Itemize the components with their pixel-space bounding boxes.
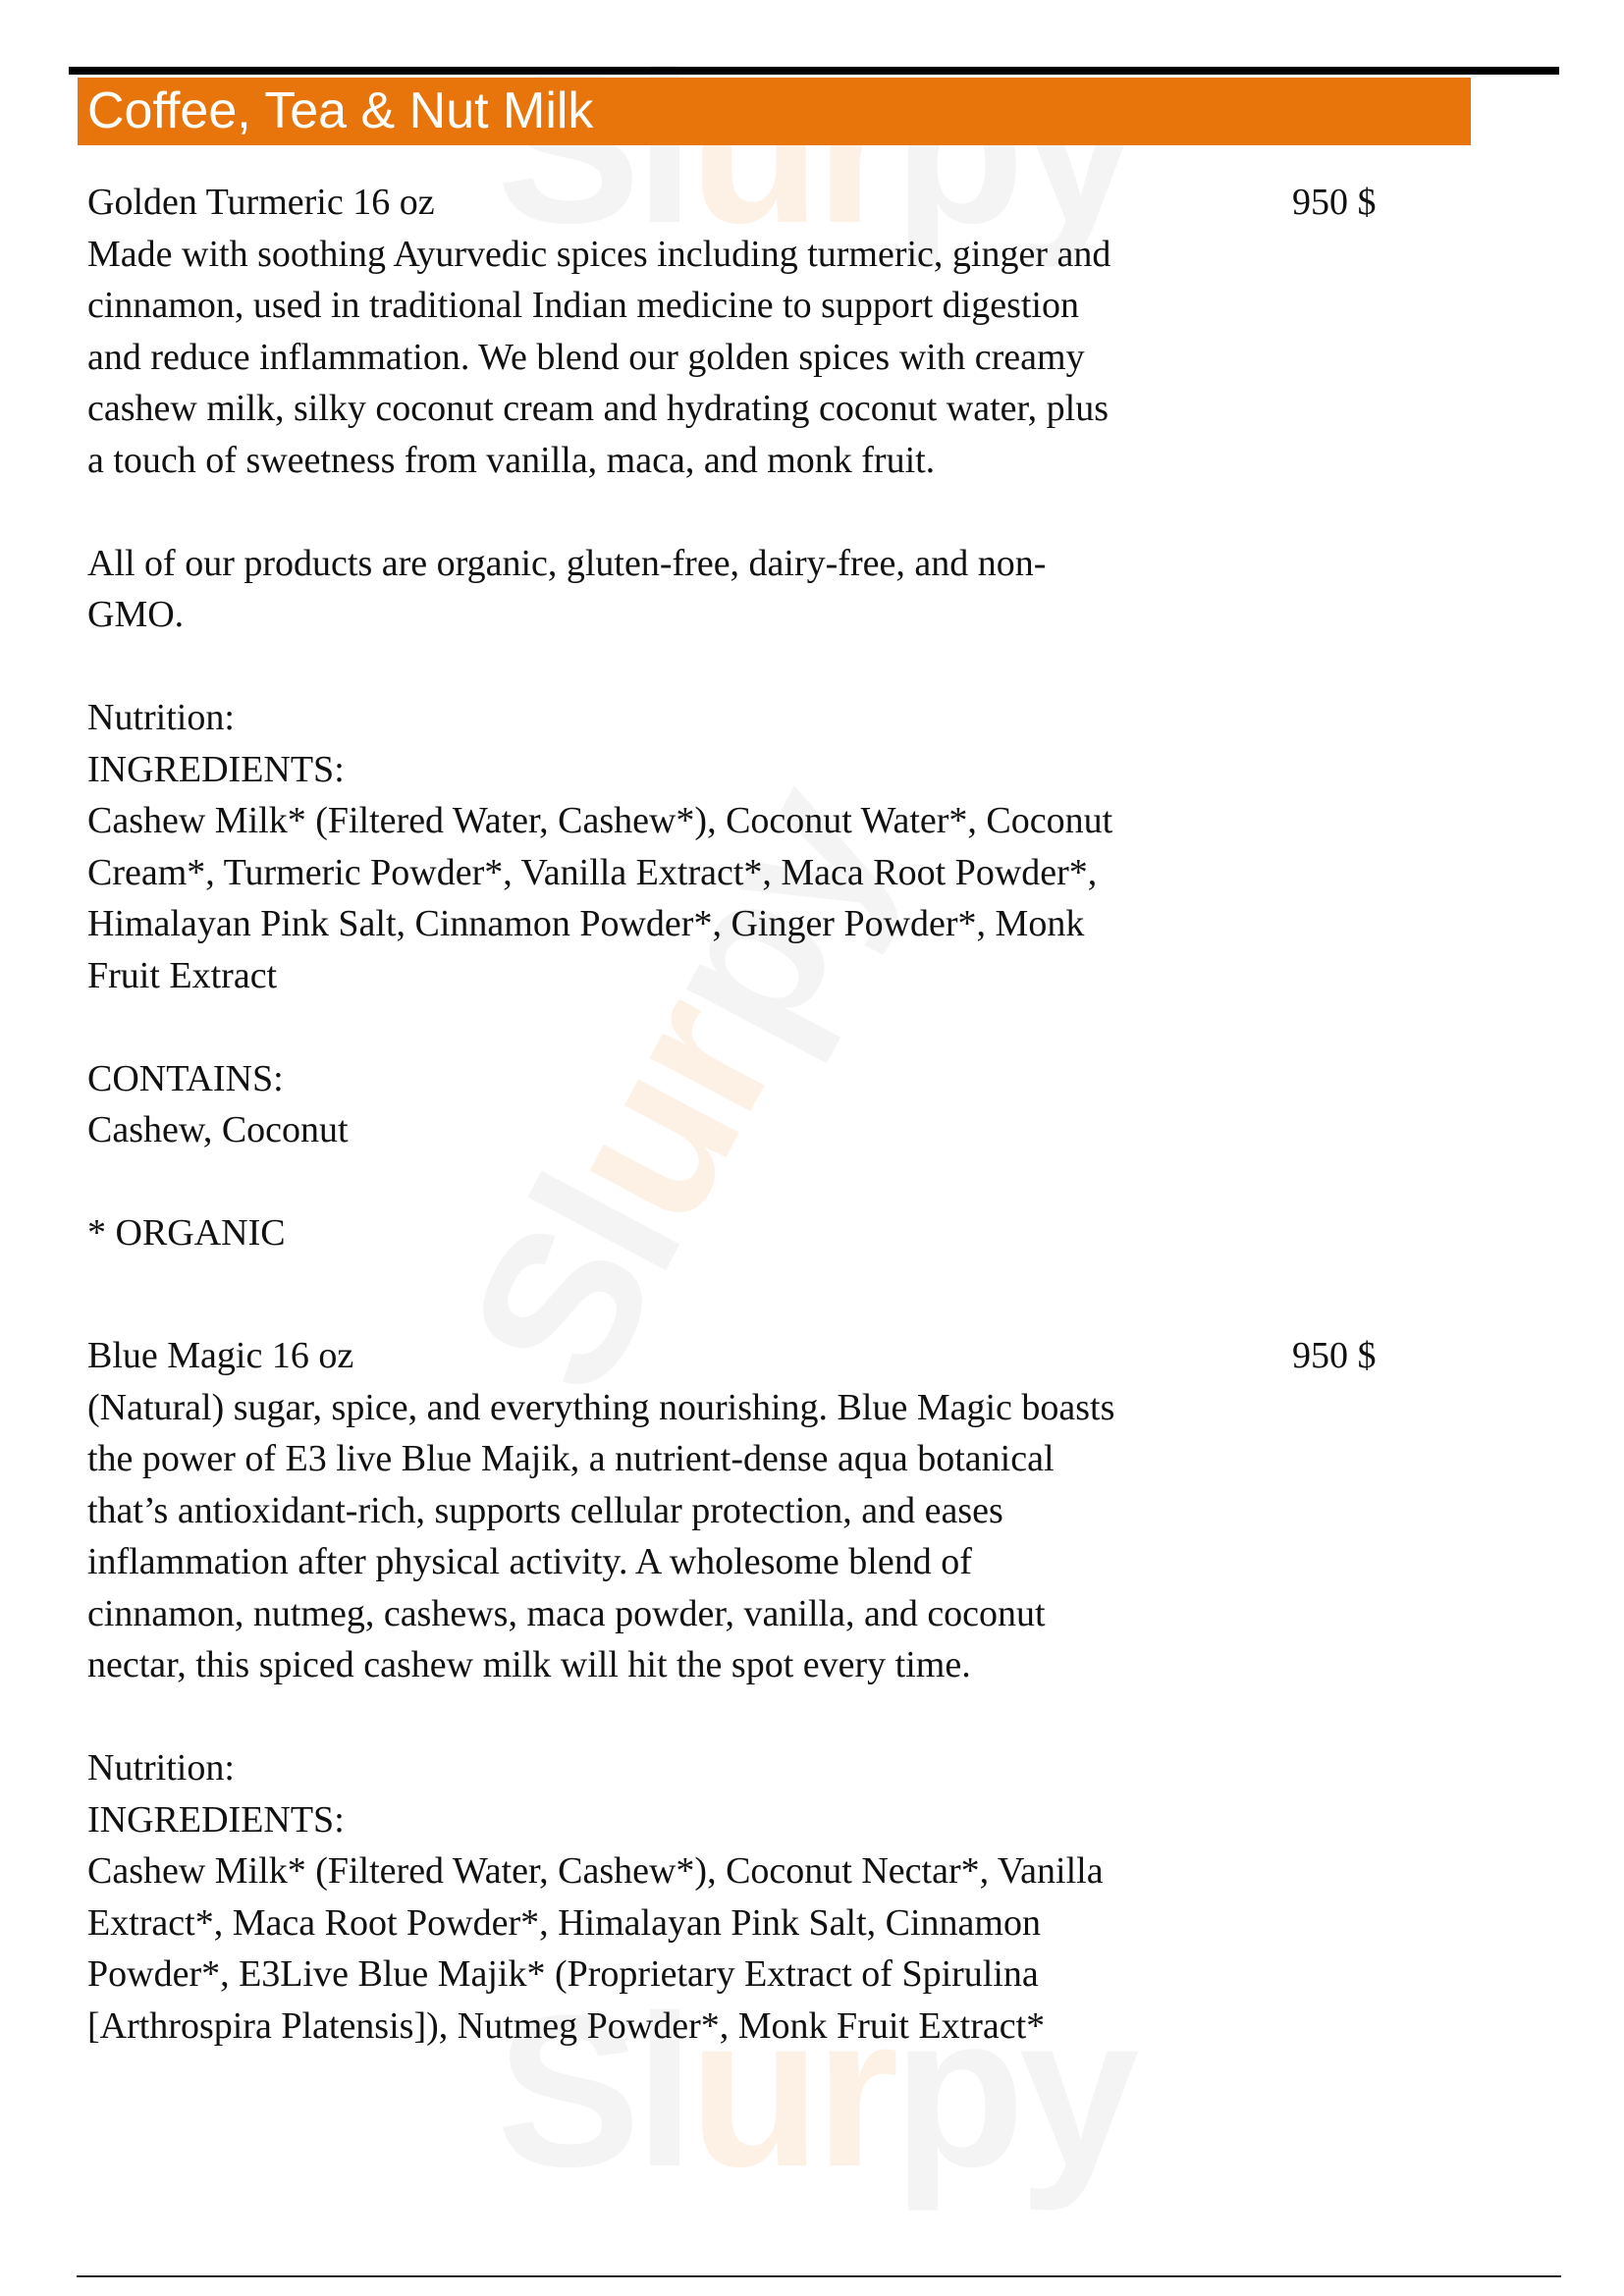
description-line: a touch of sweetness from vanilla, maca, and monk fruit. [87,439,936,481]
description-line: inflammation after physical activity. A wholesome blend of [87,1541,972,1582]
watermark-logo: ur [512,964,821,1258]
item-price: 950 $ [1292,1335,1377,1376]
menu-item [87,1330,1246,2052]
description-line: Made with soothing Ayurvedic spices including turmeric, ginger and [87,233,1111,275]
item-price: 950 $ [1292,182,1377,223]
description-line: cinnamon, used in traditional Indian medicine to support digestion [87,285,1079,326]
description-line: Cream*, Turmeric Powder*, Vanilla Extract*, Maca Root Powder*, [87,851,1098,893]
description-line: nectar, this spiced cashew milk will hit the spot every time. [87,1644,971,1685]
description-line: Cashew, Coconut [87,1109,349,1150]
watermark-logo: ur [688,1970,893,2212]
description-line: Nutrition: [87,1747,235,1789]
description-line: GMO. [87,594,185,635]
description-line: INGREDIENTS: [87,1798,345,1841]
description-line: (Natural) sugar, spice, and everything nourishing. Blue Magic boasts [87,1386,1115,1428]
description-line: Powder*, E3Live Blue Majik* (Proprietary Extract of Spirulina [87,1953,1039,1995]
description-line: Cashew Milk* (Filtered Water, Cashew*), Coconut Nectar*, Vanilla [87,1850,1104,1892]
description-line: that’s antioxidant-rich, supports cellular protection, and eases [87,1489,1003,1531]
item-description [87,229,1246,1259]
top-rule [69,67,1559,75]
description-line: Extract*, Maca Root Powder*, Himalayan Pink Salt, Cinnamon [87,1901,1041,1944]
section-title: Coffee, Tea & Nut Milk [78,78,1471,145]
bottom-rule [77,2275,1561,2277]
description-line: [Arthrospira Platensis]), Nutmeg Powder*, Monk Fruit Extract* [87,2004,1046,2047]
description-line: All of our products are organic, gluten-free, dairy-free, and non- [87,542,1047,584]
description-line: Cashew Milk* (Filtered Water, Cashew*), Coconut Water*, Coconut [87,800,1113,841]
menu-item [87,177,1246,1259]
description-line: * ORGANIC [87,1212,286,1254]
blank-line [87,1001,1246,1053]
blank-line [87,486,1246,538]
description-line: cinnamon, nutmeg, cashews, maca powder, vanilla, and coconut [87,1592,1046,1634]
description-line: Nutrition: [87,697,235,738]
description-line: Himalayan Pink Salt, Cinnamon Powder*, Ginger Powder*, Monk [87,903,1085,944]
item-name: Golden Turmeric 16 oz [87,182,435,223]
description-line: CONTAINS: [87,1057,284,1099]
item-description [87,1382,1246,2053]
description-line: cashew milk, silky coconut cream and hydrating coconut water, plus [87,388,1110,429]
description-line: and reduce inflammation. We blend our golden spices with creamy [87,336,1085,378]
description-line: Fruit Extract [87,954,278,996]
description-line: the power of E3 live Blue Majik, a nutrient-dense aqua botanical [87,1438,1055,1479]
blank-line [87,641,1246,693]
blank-line [87,1691,1246,1743]
watermark-logo: ur [688,27,893,268]
blank-line [87,1156,1246,1208]
description-line: INGREDIENTS: [87,748,345,790]
item-name: Blue Magic 16 oz [87,1335,354,1376]
